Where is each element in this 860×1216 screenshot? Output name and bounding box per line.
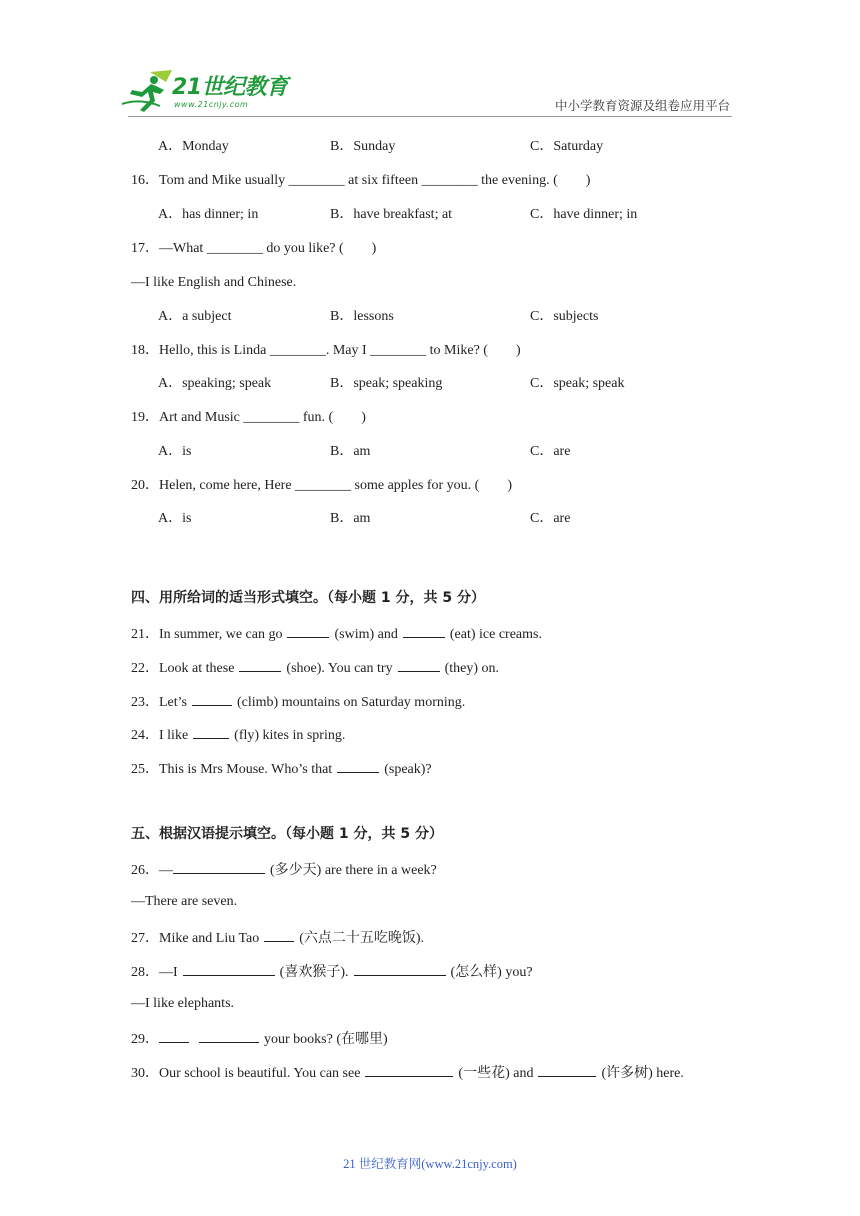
question-28-answer-line: —I like elephants. [131, 996, 235, 1011]
question-19: 19．Art and Music ________ fun. ( ) [131, 410, 366, 425]
header-tagline: 中小学教育资源及组卷应用平台 [554, 98, 730, 113]
answer-blank[interactable] [264, 927, 294, 942]
option-19-a: A．is [158, 444, 192, 459]
question-29-text-1: 29． [131, 1032, 159, 1047]
answer-blank[interactable] [159, 1028, 189, 1043]
option-15-b: B．Sunday [330, 139, 396, 154]
option-18-b: B．speak; speaking [330, 376, 443, 391]
question-21-text-1: 21．In summer, we can go [131, 627, 283, 642]
answer-blank[interactable] [193, 724, 229, 739]
option-16-c: C．have dinner; in [530, 207, 638, 222]
question-28 [131, 961, 533, 982]
option-15-c: C．Saturday [530, 139, 604, 154]
answer-blank[interactable] [173, 859, 265, 874]
option-20-b: B．am [330, 511, 371, 526]
answer-blank[interactable] [403, 623, 445, 638]
question-28-text-3: (怎么样) you? [450, 965, 533, 980]
question-29 [131, 1028, 388, 1049]
option-18-c: C．speak; speak [530, 376, 625, 391]
question-23-text-1: 23．Let’s [131, 695, 187, 710]
option-20-c: C．are [530, 511, 571, 526]
question-22-text-1: 22．Look at these [131, 661, 235, 676]
question-17: 17．—What ________ do you like? ( ) [131, 241, 377, 256]
question-25 [131, 758, 432, 779]
question-27 [131, 927, 424, 948]
question-28-text-1: 28．—I [131, 965, 178, 980]
question-16: 16．Tom and Mike usually ________ at six fifteen ________ the evening. ( ) [131, 173, 591, 188]
option-17-b: B．lessons [330, 309, 394, 324]
question-30-text-2: (一些花) and [458, 1066, 534, 1081]
answer-blank[interactable] [287, 623, 329, 638]
question-21-text-2: (swim) and [334, 627, 398, 642]
option-17-c: C．subjects [530, 309, 599, 324]
runner-logo-icon [120, 68, 176, 116]
answer-blank[interactable] [199, 1028, 259, 1043]
logo-url: www.21cnjy.com [174, 100, 249, 109]
answer-blank[interactable] [337, 758, 379, 773]
page-footer[interactable]: 21 世纪教育网(www.21cnjy.com) [343, 1157, 517, 1171]
answer-blank[interactable] [538, 1062, 596, 1077]
section-4-title: 四、用所给词的适当形式填空。（每小题 1 分，共 5 分） [131, 590, 485, 606]
option-15-a: A．Monday [158, 139, 229, 154]
question-25-text-2: (speak)? [384, 762, 432, 777]
question-23 [131, 691, 465, 712]
answer-blank[interactable] [398, 657, 440, 672]
option-16-b: B．have breakfast; at [330, 207, 453, 222]
logo-text: 21世纪教育 [172, 75, 288, 100]
answer-blank[interactable] [183, 961, 275, 976]
answer-blank[interactable] [192, 691, 232, 706]
question-27-text-1: 27．Mike and Liu Tao [131, 931, 260, 946]
question-26-text-2: (多少天) are there in a week? [270, 863, 437, 878]
page-header [120, 66, 740, 116]
question-26-text-1: 26．— [131, 863, 173, 878]
question-21 [131, 623, 542, 644]
option-16-a: A．has dinner; in [158, 207, 259, 222]
question-27-text-2: (六点二十五吃晚饭). [299, 931, 425, 946]
option-19-c: C．are [530, 444, 571, 459]
question-28-text-2: (喜欢猴子). [279, 965, 349, 980]
question-30 [131, 1062, 684, 1083]
question-26-answer-line: —There are seven. [131, 894, 238, 909]
question-18: 18．Hello, this is Linda ________. May I ________ to Mike? ( ) [131, 343, 521, 358]
site-logo [120, 66, 300, 116]
option-20-a: A．is [158, 511, 192, 526]
header-divider [128, 116, 732, 117]
question-24-text-2: (fly) kites in spring. [234, 728, 346, 743]
question-26 [131, 859, 437, 880]
question-23-text-2: (climb) mountains on Saturday morning. [237, 695, 466, 710]
question-17-answer-line: —I like English and Chinese. [131, 275, 297, 290]
option-19-b: B．am [330, 444, 371, 459]
answer-blank[interactable] [354, 961, 446, 976]
section-5-title: 五、根据汉语提示填空。（每小题 1 分，共 5 分） [131, 826, 443, 842]
question-30-text-1: 30．Our school is beautiful. You can see [131, 1066, 361, 1081]
question-22 [131, 657, 499, 678]
option-17-a: A．a subject [158, 309, 232, 324]
answer-blank[interactable] [239, 657, 281, 672]
option-18-a: A．speaking; speak [158, 376, 272, 391]
question-22-text-3: (they) on. [444, 661, 500, 676]
question-29-text-2: your books? (在哪里) [264, 1032, 388, 1047]
question-22-text-2: (shoe). You can try [286, 661, 393, 676]
question-24 [131, 724, 345, 745]
question-24-text-1: 24．I like [131, 728, 189, 743]
answer-blank[interactable] [365, 1062, 453, 1077]
question-30-text-3: (许多树) here. [601, 1066, 684, 1081]
question-21-text-3: (eat) ice creams. [449, 627, 542, 642]
question-20: 20．Helen, come here, Here ________ some apples for you. ( ) [131, 478, 513, 493]
question-25-text-1: 25．This is Mrs Mouse. Who’s that [131, 762, 333, 777]
